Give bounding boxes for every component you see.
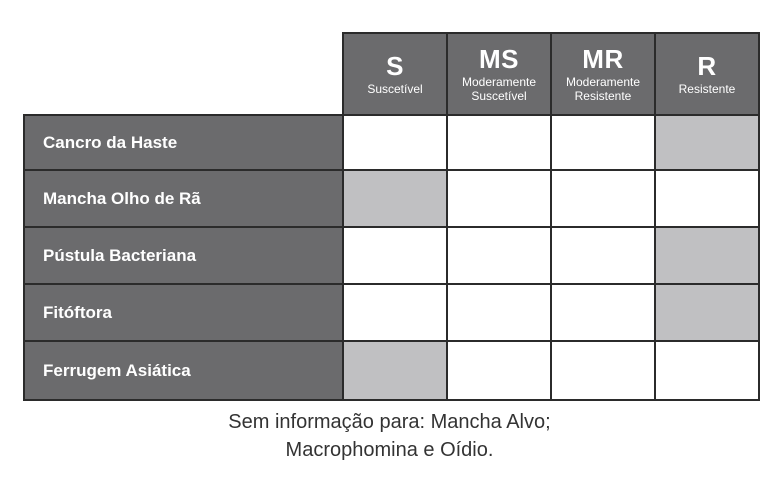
rating-cell: [550, 226, 656, 285]
rating-cell: [446, 114, 552, 171]
column-desc: Suscetível: [367, 82, 423, 96]
row-label: Ferrugem Asiática: [23, 340, 344, 401]
rating-cell-marked: [654, 226, 760, 285]
row-label: Cancro da Haste: [23, 114, 344, 171]
rating-cell: [342, 283, 448, 342]
rating-cell: [342, 114, 448, 171]
column-desc-line: Moderamente: [565, 75, 641, 89]
column-header-mr: [550, 32, 656, 116]
column-code: R: [697, 51, 717, 81]
column-desc: [462, 75, 536, 103]
rating-cell-marked: [654, 283, 760, 342]
rating-cell: [446, 340, 552, 401]
row-label: Pústula Bacteriana: [23, 226, 344, 285]
rating-cell: [654, 169, 760, 228]
column-desc: [566, 75, 640, 103]
rating-cell-marked: [654, 114, 760, 171]
rating-cell: [446, 169, 552, 228]
row-label: Mancha Olho de Rã: [23, 169, 344, 228]
rating-cell: [550, 169, 656, 228]
column-desc: Resistente: [678, 82, 736, 96]
footnote-line: Macrophomina e Oídio.: [285, 439, 494, 461]
rating-cell: [550, 114, 656, 171]
rating-cell: [654, 340, 760, 401]
rating-cell: [550, 340, 656, 401]
rating-cell: [446, 283, 552, 342]
row-label: Fitóftora: [23, 283, 344, 342]
column-header-ms: [446, 32, 552, 116]
rating-cell-marked: [342, 169, 448, 228]
column-code: MR: [582, 44, 624, 74]
rating-cell-marked: [342, 340, 448, 401]
column-code: MS: [479, 44, 519, 74]
footnote: [0, 408, 779, 464]
rating-cell: [342, 226, 448, 285]
column-code: S: [386, 51, 404, 81]
rating-cell: [446, 226, 552, 285]
column-header-r: [654, 32, 760, 116]
footnote-line: Sem informação para: Mancha Alvo;: [228, 411, 551, 433]
column-desc-line: Suscetível: [471, 89, 527, 103]
rating-cell: [550, 283, 656, 342]
column-desc-line: Moderamente: [461, 75, 537, 89]
column-desc-line: Resistente: [574, 89, 632, 103]
column-header-s: [342, 32, 448, 116]
